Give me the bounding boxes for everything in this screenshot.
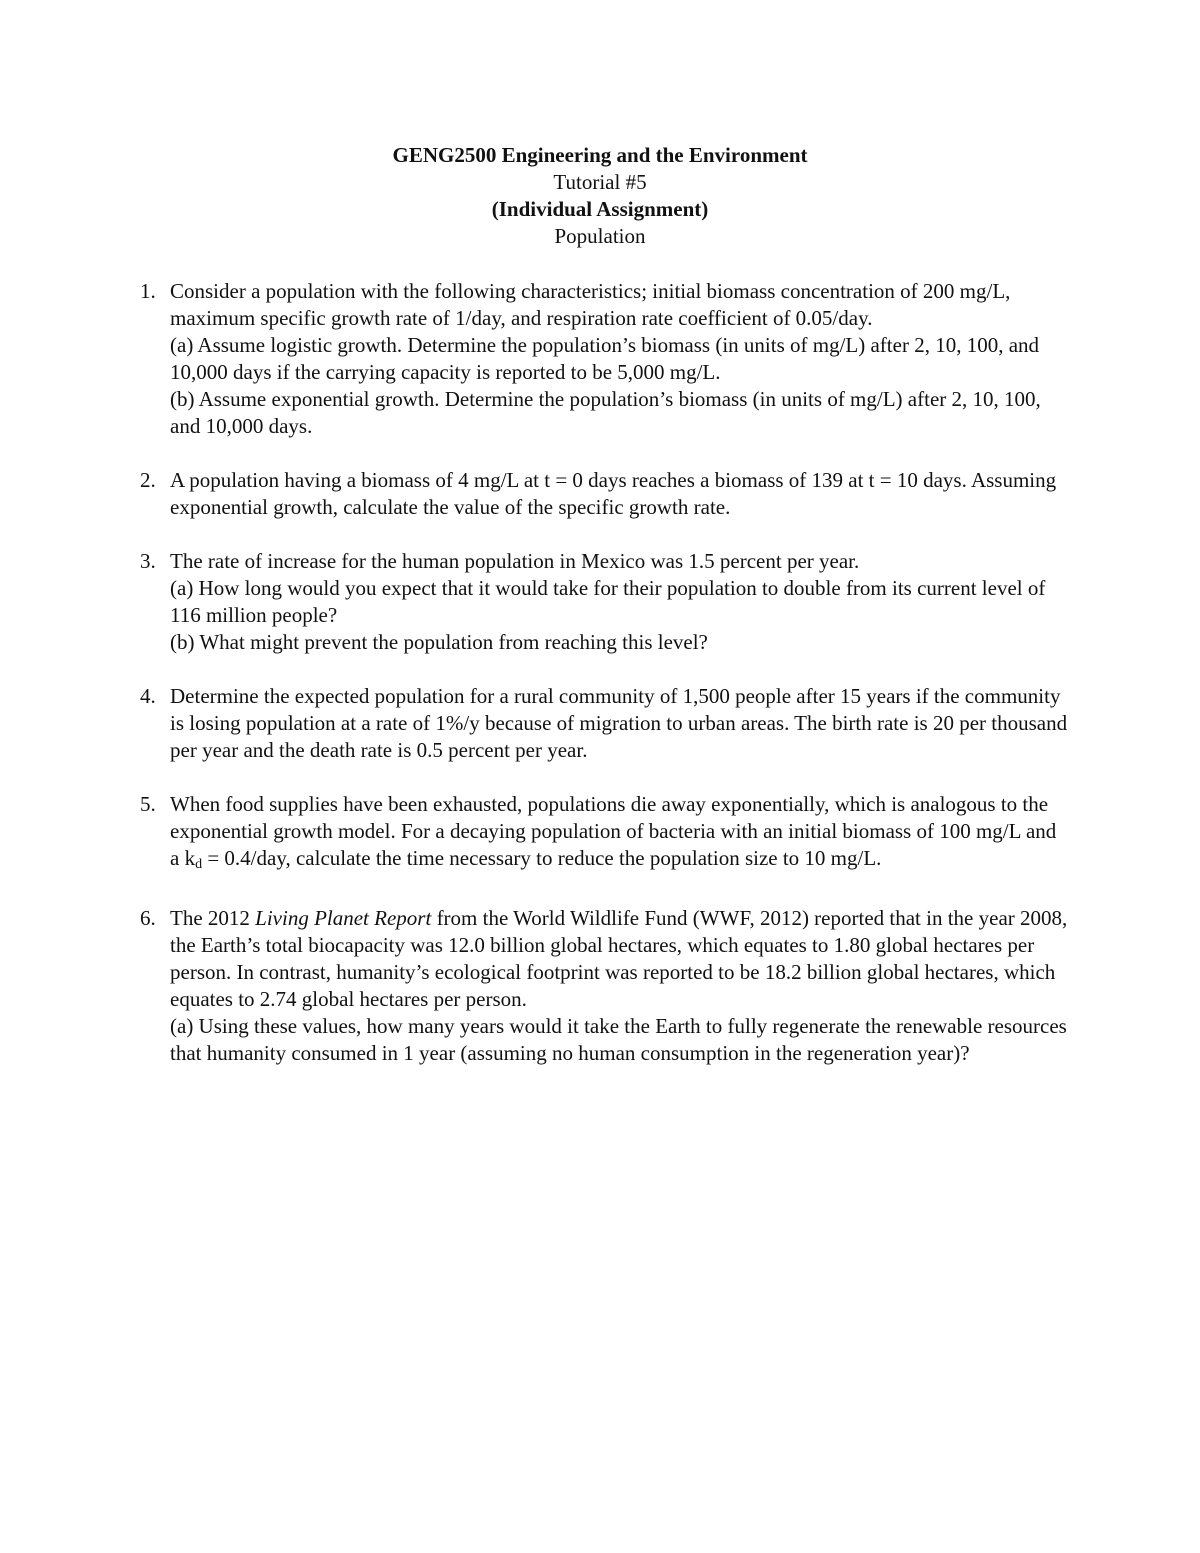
question-number: 4. bbox=[140, 684, 156, 708]
assignment-type: (Individual Assignment) bbox=[491, 197, 709, 221]
question-text bbox=[170, 791, 1070, 878]
question-part-b: (b) What might prevent the population from reaching this level? bbox=[170, 630, 708, 654]
question-2 bbox=[140, 467, 1070, 521]
question-number: 3. bbox=[140, 549, 156, 573]
question-text-end: from the World Wildlife Fund (WWF, 2012) reported that in the year 2008, the Earth’s total biocapacity was 12.0 billion global hectares, which equates to 1.80 global hectares per person. In contrast, humanity’s ecological footprint was reported to be 18.2 billion global hectares, which equates to 2.74 global hectares per person. bbox=[170, 906, 1068, 1011]
subscript-d: d bbox=[195, 857, 203, 872]
question-part-b: (b) Assume exponential growth. Determine the population’s biomass (in units of mg/L) after 2, 10, 100, and 10,000 days. bbox=[170, 387, 1041, 438]
question-part-a: (a) Assume logistic growth. Determine the population’s biomass (in units of mg/L) after 2, 10, 100, and 10,000 days if the carrying capacity is reported to be 5,000 mg/L. bbox=[170, 333, 1040, 384]
question-6 bbox=[140, 905, 1070, 1067]
question-list bbox=[140, 278, 1070, 1094]
question-part-a: (a) Using these values, how many years would it take the Earth to fully regenerate the renewable resources that humanity consumed in 1 year (assuming no human consumption in the regeneration year)? bbox=[170, 1014, 1067, 1065]
question-number: 1. bbox=[140, 279, 156, 303]
document-header bbox=[0, 142, 1200, 250]
question-text-start: The 2012 bbox=[170, 906, 256, 930]
question-text: Determine the expected population for a rural community of 1,500 people after 15 years if the community is losing population at a rate of 1%/y because of migration to urban areas. The birth rate is 20 per thousand per year and the death rate is 0.5 percent per year. bbox=[170, 684, 1068, 762]
question-3 bbox=[140, 548, 1070, 656]
question-number: 2. bbox=[140, 468, 156, 492]
question-text: Consider a population with the following characteristics; initial biomass concentration of 200 mg/L, maximum specific growth rate of 1/day, and respiration rate coefficient of 0.05/day. bbox=[170, 279, 1011, 330]
course-title: GENG2500 Engineering and the Environment bbox=[392, 143, 808, 167]
topic-title: Population bbox=[554, 224, 646, 248]
question-number: 5. bbox=[140, 792, 156, 816]
question-1 bbox=[140, 278, 1070, 440]
tutorial-number: Tutorial #5 bbox=[553, 170, 647, 194]
question-text-start: When food supplies have been exhausted, populations die away exponentially, which is analogous to the exponential growth model. For a decaying population of bacteria with an initial biomass of 100 mg/L and a k bbox=[170, 792, 1057, 870]
question-number: 6. bbox=[140, 906, 156, 930]
question-part-a: (a) How long would you expect that it would take for their population to double from its current level of 116 million people? bbox=[170, 576, 1046, 627]
question-4 bbox=[140, 683, 1070, 764]
question-5 bbox=[140, 791, 1070, 878]
report-title: Living Planet Report bbox=[255, 906, 432, 930]
question-text-end: = 0.4/day, calculate the time necessary to reduce the population size to 10 mg/L. bbox=[202, 846, 882, 870]
question-text: The rate of increase for the human population in Mexico was 1.5 percent per year. bbox=[170, 549, 860, 573]
question-text: A population having a biomass of 4 mg/L at t = 0 days reaches a biomass of 139 at t = 10 days. Assuming exponential growth, calculate the value of the specific growth rate. bbox=[170, 468, 1057, 519]
question-text bbox=[170, 905, 1070, 1013]
